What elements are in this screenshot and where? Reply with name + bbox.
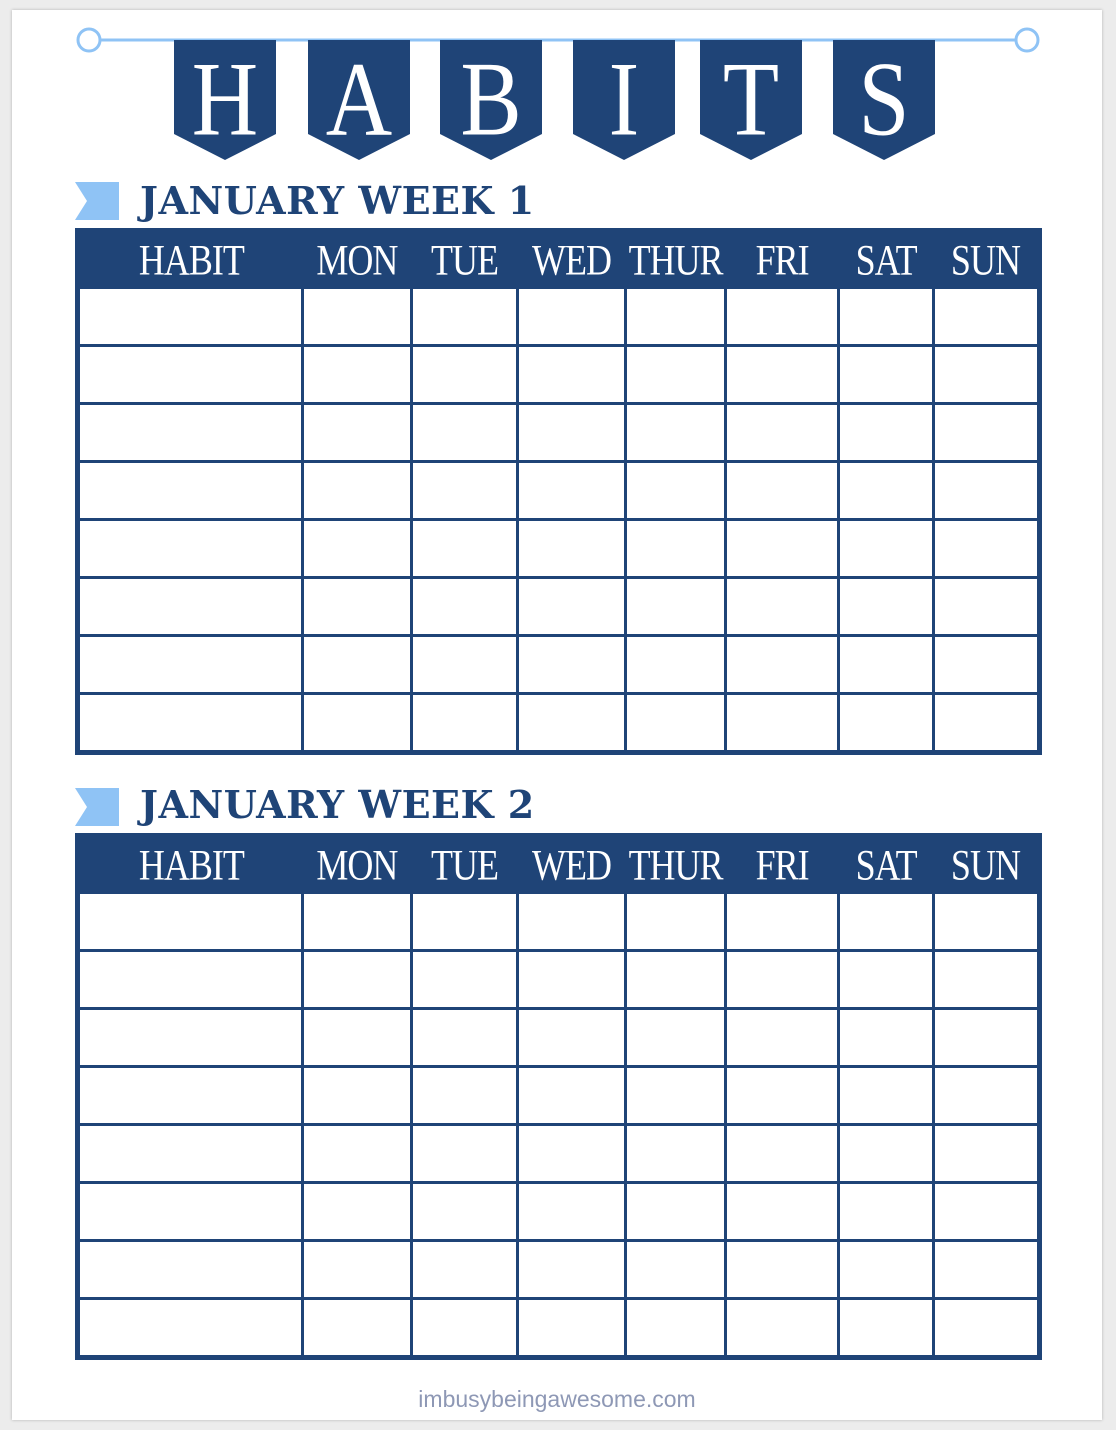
table-row (78, 288, 1040, 346)
day-check-cell[interactable] (934, 1125, 1040, 1183)
day-check-cell[interactable] (726, 1299, 839, 1358)
day-check-cell[interactable] (411, 462, 518, 520)
col-header-fri: FRI (726, 231, 839, 288)
table-row (78, 1009, 1040, 1067)
day-check-cell[interactable] (726, 578, 839, 636)
week-1-body (78, 288, 1040, 753)
day-check-cell[interactable] (934, 1241, 1040, 1299)
banner-letter: T (722, 40, 780, 158)
day-check-cell[interactable] (934, 404, 1040, 462)
day-check-cell[interactable] (726, 893, 839, 951)
day-check-cell[interactable] (838, 1299, 933, 1358)
day-check-cell[interactable] (411, 1299, 518, 1358)
habit-name-cell[interactable] (78, 462, 303, 520)
habit-name-cell[interactable] (78, 1009, 303, 1067)
day-check-cell[interactable] (934, 1299, 1040, 1358)
habit-tracker-page (12, 10, 1102, 1420)
habit-name-cell[interactable] (78, 404, 303, 462)
day-check-cell[interactable] (518, 951, 626, 1009)
footer-website: imbusybeingawesome.com (418, 1386, 696, 1412)
day-check-cell[interactable] (303, 462, 412, 520)
day-check-cell[interactable] (518, 1241, 626, 1299)
day-check-cell[interactable] (303, 1299, 412, 1358)
day-check-cell[interactable] (518, 288, 626, 346)
habit-name-cell[interactable] (78, 1241, 303, 1299)
day-check-cell[interactable] (934, 288, 1040, 346)
week-2-body (78, 893, 1040, 1358)
day-check-cell[interactable] (303, 636, 412, 694)
day-check-cell[interactable] (518, 462, 626, 520)
day-check-cell[interactable] (838, 694, 933, 753)
day-check-cell[interactable] (838, 1183, 933, 1241)
week-2-header-row (78, 836, 1040, 893)
banner-flags (174, 40, 935, 160)
day-check-cell[interactable] (838, 462, 933, 520)
col-header-sat: SAT (838, 836, 933, 893)
day-check-cell[interactable] (934, 893, 1040, 951)
table-row (78, 1299, 1040, 1358)
habit-name-cell[interactable] (78, 893, 303, 951)
day-check-cell[interactable] (726, 462, 839, 520)
day-check-cell[interactable] (625, 1299, 726, 1358)
day-check-cell[interactable] (726, 636, 839, 694)
day-check-cell[interactable] (411, 1009, 518, 1067)
day-check-cell[interactable] (625, 462, 726, 520)
week-2-table (75, 833, 1042, 1360)
week-1-table (75, 228, 1042, 755)
day-check-cell[interactable] (518, 893, 626, 951)
day-check-cell[interactable] (838, 1009, 933, 1067)
table-row (78, 462, 1040, 520)
week-1-title: JANUARY WEEK 1 (140, 178, 535, 223)
day-check-cell[interactable] (411, 1183, 518, 1241)
table-row (78, 404, 1040, 462)
day-check-cell[interactable] (303, 951, 412, 1009)
day-check-cell[interactable] (518, 404, 626, 462)
week-2-title: JANUARY WEEK 2 (140, 782, 535, 827)
day-check-cell[interactable] (625, 694, 726, 753)
col-header-tue: TUE (411, 836, 518, 893)
table-row (78, 893, 1040, 951)
table-row (78, 578, 1040, 636)
ribbon-icon (75, 182, 119, 220)
day-check-cell[interactable] (838, 578, 933, 636)
day-check-cell[interactable] (934, 951, 1040, 1009)
habit-name-cell[interactable] (78, 578, 303, 636)
table-row (78, 346, 1040, 404)
day-check-cell[interactable] (934, 346, 1040, 404)
banner-letter: H (191, 40, 259, 158)
day-check-cell[interactable] (625, 288, 726, 346)
col-header-mon: MON (303, 231, 412, 288)
col-header-wed: WED (518, 231, 626, 288)
col-header-sat: SAT (838, 231, 933, 288)
day-check-cell[interactable] (726, 1241, 839, 1299)
banner-letter: A (325, 40, 393, 158)
day-check-cell[interactable] (411, 578, 518, 636)
day-check-cell[interactable] (518, 694, 626, 753)
day-check-cell[interactable] (726, 1125, 839, 1183)
day-check-cell[interactable] (934, 462, 1040, 520)
day-check-cell[interactable] (625, 1067, 726, 1125)
day-check-cell[interactable] (838, 346, 933, 404)
habit-name-cell[interactable] (78, 346, 303, 404)
day-check-cell[interactable] (411, 636, 518, 694)
day-check-cell[interactable] (303, 520, 412, 578)
day-check-cell[interactable] (625, 346, 726, 404)
day-check-cell[interactable] (934, 1067, 1040, 1125)
banner-pin-right-icon (1016, 29, 1038, 51)
ribbon-icon (75, 788, 119, 826)
habit-name-cell[interactable] (78, 694, 303, 753)
week-1-header-row (78, 231, 1040, 288)
day-check-cell[interactable] (838, 1241, 933, 1299)
day-check-cell[interactable] (411, 1067, 518, 1125)
day-check-cell[interactable] (934, 636, 1040, 694)
banner-letter: B (460, 40, 522, 158)
habit-name-cell[interactable] (78, 1125, 303, 1183)
day-check-cell[interactable] (303, 578, 412, 636)
day-check-cell[interactable] (303, 1009, 412, 1067)
day-check-cell[interactable] (934, 578, 1040, 636)
day-check-cell[interactable] (303, 404, 412, 462)
day-check-cell[interactable] (726, 520, 839, 578)
day-check-cell[interactable] (411, 1125, 518, 1183)
day-check-cell[interactable] (518, 346, 626, 404)
day-check-cell[interactable] (518, 1183, 626, 1241)
habit-name-cell[interactable] (78, 520, 303, 578)
col-header-habit: HABIT (78, 836, 303, 893)
day-check-cell[interactable] (838, 288, 933, 346)
col-header-wed: WED (518, 836, 626, 893)
day-check-cell[interactable] (625, 404, 726, 462)
day-check-cell[interactable] (625, 636, 726, 694)
day-check-cell[interactable] (726, 1009, 839, 1067)
banner-letter: I (608, 40, 640, 158)
day-check-cell[interactable] (411, 346, 518, 404)
day-check-cell[interactable] (303, 1125, 412, 1183)
day-check-cell[interactable] (411, 1241, 518, 1299)
table-row (78, 951, 1040, 1009)
day-check-cell[interactable] (303, 346, 412, 404)
day-check-cell[interactable] (411, 404, 518, 462)
banner-pin-left-icon (78, 29, 100, 51)
day-check-cell[interactable] (411, 288, 518, 346)
day-check-cell[interactable] (726, 1183, 839, 1241)
col-header-tue: TUE (411, 231, 518, 288)
habit-name-cell[interactable] (78, 951, 303, 1009)
day-check-cell[interactable] (518, 578, 626, 636)
habit-name-cell[interactable] (78, 1067, 303, 1125)
day-check-cell[interactable] (303, 694, 412, 753)
day-check-cell[interactable] (625, 1009, 726, 1067)
col-header-habit: HABIT (78, 231, 303, 288)
day-check-cell[interactable] (726, 951, 839, 1009)
day-check-cell[interactable] (838, 404, 933, 462)
day-check-cell[interactable] (518, 1009, 626, 1067)
day-check-cell[interactable] (625, 951, 726, 1009)
day-check-cell[interactable] (518, 1125, 626, 1183)
table-row (78, 1125, 1040, 1183)
col-header-sun: SUN (934, 836, 1040, 893)
day-check-cell[interactable] (625, 1125, 726, 1183)
day-check-cell[interactable] (934, 694, 1040, 753)
col-header-thur: THUR (625, 231, 726, 288)
day-check-cell[interactable] (518, 636, 626, 694)
day-check-cell[interactable] (518, 1299, 626, 1358)
habit-name-cell[interactable] (78, 1183, 303, 1241)
day-check-cell[interactable] (838, 951, 933, 1009)
day-check-cell[interactable] (411, 893, 518, 951)
day-check-cell[interactable] (303, 893, 412, 951)
day-check-cell[interactable] (625, 1241, 726, 1299)
day-check-cell[interactable] (411, 694, 518, 753)
day-check-cell[interactable] (303, 1183, 412, 1241)
day-check-cell[interactable] (838, 893, 933, 951)
table-row (78, 1241, 1040, 1299)
table-row (78, 636, 1040, 694)
col-header-fri: FRI (726, 836, 839, 893)
day-check-cell[interactable] (838, 636, 933, 694)
day-check-cell[interactable] (934, 1009, 1040, 1067)
day-check-cell[interactable] (625, 893, 726, 951)
day-check-cell[interactable] (303, 288, 412, 346)
habit-name-cell[interactable] (78, 288, 303, 346)
day-check-cell[interactable] (303, 1241, 412, 1299)
day-check-cell[interactable] (625, 520, 726, 578)
day-check-cell[interactable] (726, 1067, 839, 1125)
day-check-cell[interactable] (726, 404, 839, 462)
day-check-cell[interactable] (411, 951, 518, 1009)
day-check-cell[interactable] (726, 694, 839, 753)
day-check-cell[interactable] (518, 1067, 626, 1125)
col-header-thur: THUR (625, 836, 726, 893)
day-check-cell[interactable] (726, 346, 839, 404)
table-row (78, 520, 1040, 578)
day-check-cell[interactable] (625, 1183, 726, 1241)
table-row (78, 1067, 1040, 1125)
day-check-cell[interactable] (726, 288, 839, 346)
col-header-mon: MON (303, 836, 412, 893)
day-check-cell[interactable] (934, 520, 1040, 578)
table-row (78, 694, 1040, 753)
day-check-cell[interactable] (625, 578, 726, 636)
day-check-cell[interactable] (934, 1183, 1040, 1241)
table-row (78, 1183, 1040, 1241)
col-header-sun: SUN (934, 231, 1040, 288)
habit-name-cell[interactable] (78, 636, 303, 694)
day-check-cell[interactable] (838, 1067, 933, 1125)
day-check-cell[interactable] (518, 520, 626, 578)
banner-letter: S (858, 40, 910, 158)
day-check-cell[interactable] (838, 1125, 933, 1183)
day-check-cell[interactable] (303, 1067, 412, 1125)
day-check-cell[interactable] (838, 520, 933, 578)
day-check-cell[interactable] (411, 520, 518, 578)
habit-name-cell[interactable] (78, 1299, 303, 1358)
